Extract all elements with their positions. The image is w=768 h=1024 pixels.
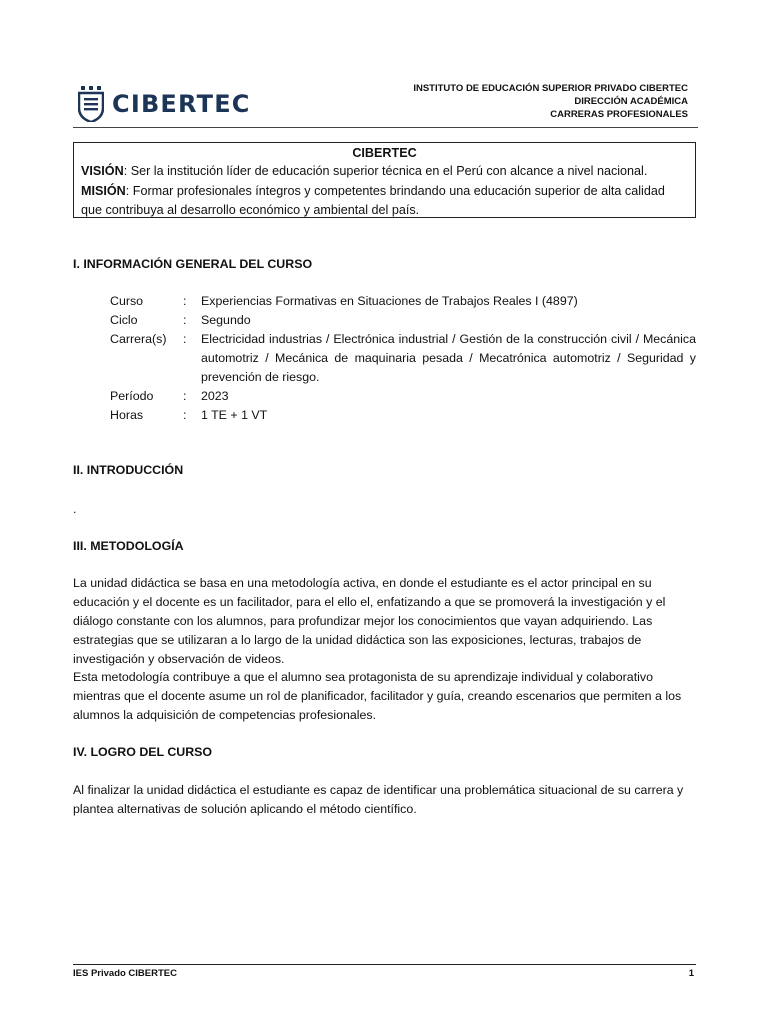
footer-divider [73,964,696,965]
info-label: Período [110,389,154,403]
info-value: Experiencias Formativas en Situaciones de Trabajos Reales I (4897) [201,294,578,308]
institute-line-3: CARRERAS PROFESIONALES [550,109,688,120]
section-1-title: I. INFORMACIÓN GENERAL DEL CURSO [73,257,313,271]
header-divider [73,127,698,128]
vision-text: : Ser la institución líder de educación superior técnica en el Perú con alcance a nivel nacional. [123,164,648,178]
mision-label: MISIÓN [81,183,126,198]
info-label: Curso [110,294,144,308]
footer-institution: IES Privado CIBERTEC [73,968,177,979]
info-value: 1 TE + 1 VT [201,408,268,422]
cibertec-logo [78,86,251,122]
info-row-ciclo [110,311,696,330]
vision-label: VISIÓN [81,164,124,178]
course-achievement-text: Al finalizar la unidad didáctica el estudiante es capaz de identificar una problemática situacional de su carrera y plantea alternativas de solución aplicando el método científico. [73,783,684,816]
info-colon: : [183,294,187,308]
institute-line-2: DIRECCIÓN ACADÉMICA [574,96,688,107]
course-info-table [110,292,696,425]
info-row-curso [110,292,696,311]
info-label: Ciclo [110,313,138,327]
info-colon: : [183,408,187,422]
shield-logo-icon [78,86,104,122]
info-value: Electricidad industrias / Electrónica industrial / Gestión de la construcción civil / Mecánica automotriz / Mecánica de maquinaria pesada / Mecatrónica automotriz / Seguridad y prevención de riesgo. [201,332,696,384]
info-row-periodo [110,387,696,406]
info-label: Carrera(s) [110,332,167,346]
box-title: CIBERTEC [352,146,417,160]
info-row-horas [110,406,696,425]
methodology-paragraph-1: La unidad didáctica se basa en una metodología activa, en donde el estudiante es el actor principal en su educación y el docente es un facilitador, para el ello el, enfatizando a que se promoverá la investigación y el diálogo constante con los alumnos, para profundizar mejor los conocimientos que vayan adquiriendo. Las estrategias que se utilizaran a lo largo de la unidad didáctica son las exposiciones, lecturas, trabajos de investigación y observación de videos. [73,576,666,666]
section-4-title: IV. LOGRO DEL CURSO [73,745,213,759]
info-colon: : [183,389,187,403]
info-colon: : [183,332,187,346]
section-2-title: II. INTRODUCCIÓN [73,463,184,477]
page-header [73,78,698,126]
mission-vision-box [73,142,696,218]
section-3-title: III. METODOLOGÍA [73,539,184,553]
vision-statement [81,162,688,182]
mision-statement [81,182,688,221]
info-value: Segundo [201,313,251,327]
institute-info [413,82,688,121]
info-colon: : [183,313,187,327]
info-row-carreras [110,330,696,387]
info-value: 2023 [201,389,229,403]
methodology-paragraph-2: Esta metodología contribuye a que el alumno sea protagonista de su aprendizaje individual y colaborativo mientras que el docente asume un rol de planificador, facilitador y guía, creando escenarios que permiten a los alumnos la adquisición de competencias profesionales. [73,670,682,722]
mision-text: : Formar profesionales íntegros y competentes brindando una educación superior de alta calidad que contribuya al desarrollo económico y ambiental del país. [81,183,665,217]
introduction-text: . [73,502,77,516]
info-label: Horas [110,408,144,422]
brand-name: CIBERTEC [112,90,251,118]
page-number: 1 [688,968,694,979]
institute-line-1: INSTITUTO DE EDUCACIÓN SUPERIOR PRIVADO CIBERTEC [413,83,688,94]
